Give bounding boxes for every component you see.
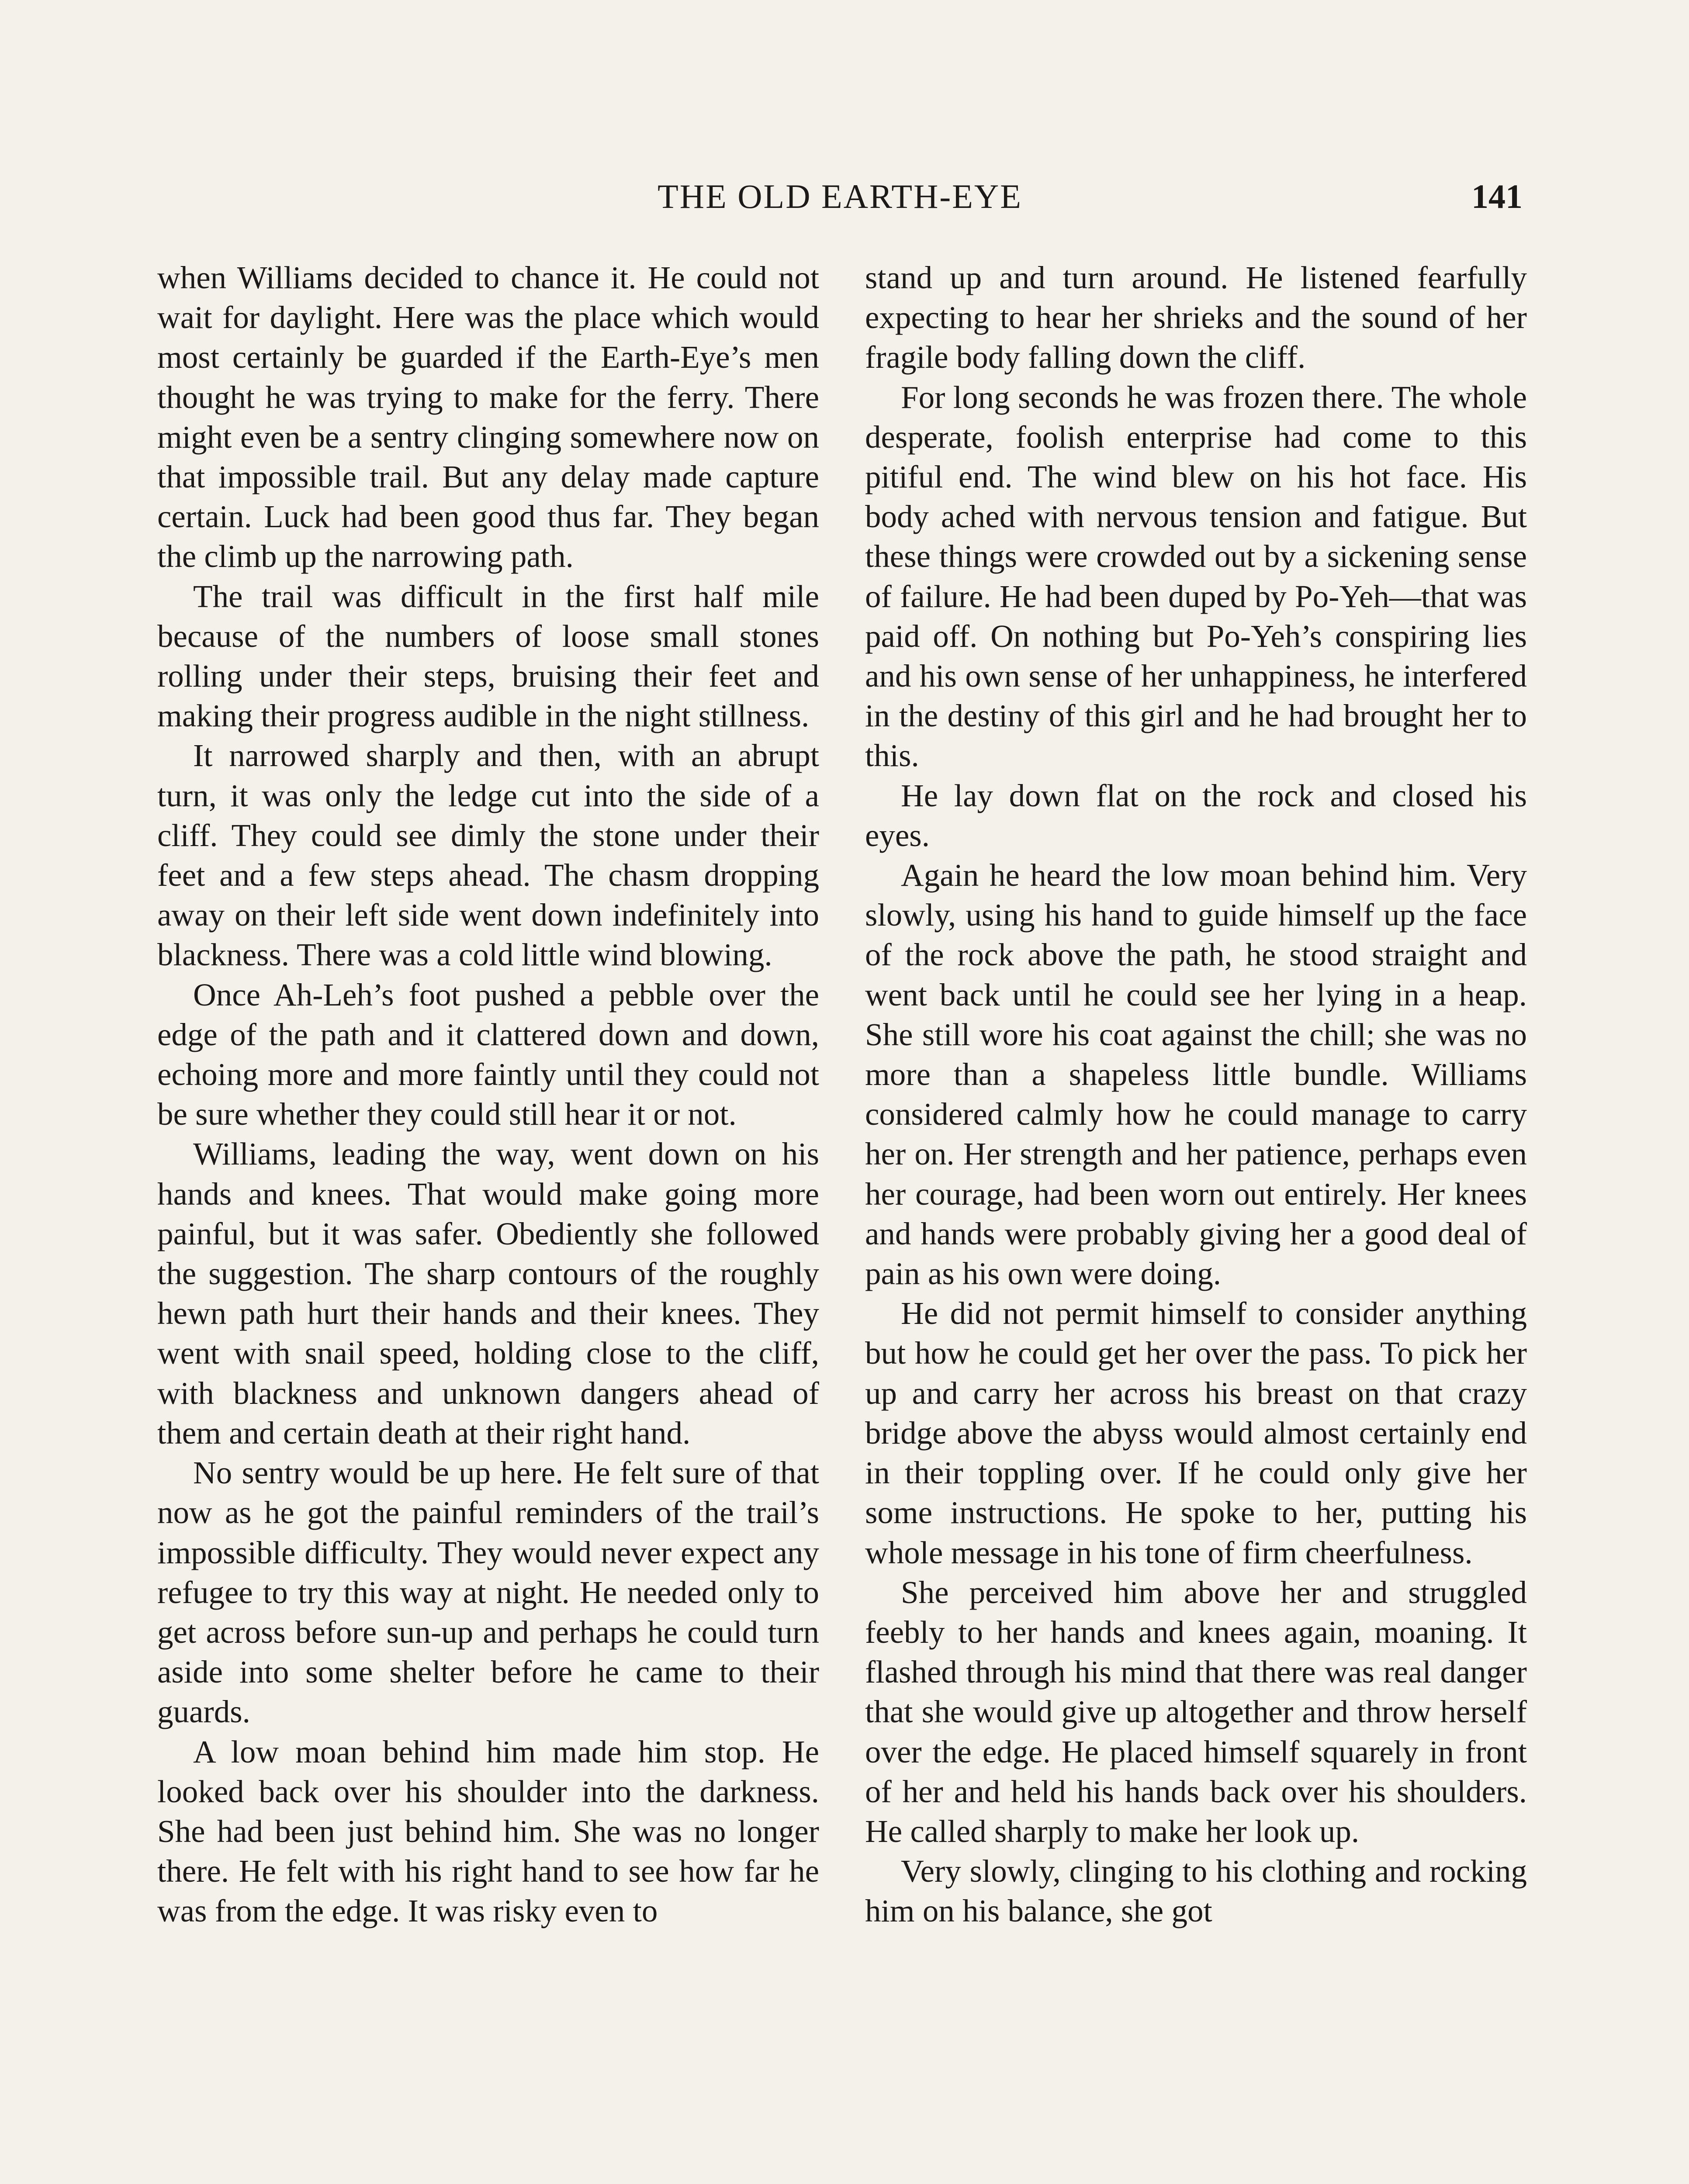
paragraph: He did not permit himself to consider anything but how he could get her over the pass. To pick her up and carry her across his breast on that crazy bridge above the abyss would almost certainly end in their toppling over. If he could only give her some instructions. He spoke to her, putting his whole message in his tone of firm cheerfulness. xyxy=(865,1296,1527,1570)
paragraph: stand up and turn around. He listened fearfully expecting to hear her shrieks and the sound of her fragile body falling down the cliff. xyxy=(865,260,1527,375)
paragraph: She perceived him above her and struggled feebly to her hands and knees again, moaning. It flashed through his mind that there was real danger that she would give up altogether and throw herself over the edge. He placed himself squarely in front of her and held his hands back over his shoulders. He called sharply to make her look up. xyxy=(865,1574,1527,1849)
right-column xyxy=(865,258,1527,1931)
paragraph: Once Ah-Leh’s foot pushed a pebble over the edge of the path and it clattered down and down, echoing more and more faintly until they could not be sure whether they could still hear it or not. xyxy=(157,977,819,1132)
page-number: 141 xyxy=(1471,177,1523,215)
paragraph: For long seconds he was frozen there. The whole desperate, foolish enterprise had come to this pitiful end. The wind blew on his hot face. His body ached with nervous tension and fatigue. But these things were crowded out by a sickening sense of failure. He had been duped by Po-Yeh—that was paid off. On nothing but Po-Yeh’s conspiring lies and his own sense of her unhappiness, he interfered in the destiny of this girl and he had brought her to this. xyxy=(865,379,1527,774)
paragraph: Again he heard the low moan behind him. Very slowly, using his hand to guide himself up the face of the rock above the path, he stood straight and went back until he could see her lying in a heap. She still wore his coat against the chill; she was no more than a shapeless little bundle. Williams considered calmly how he could manage to carry her on. Her strength and her patience, perhaps even her courage, had been worn out entirely. Her knees and hands were probably giving her a good deal of pain as his own were doing. xyxy=(865,857,1527,1292)
paragraph: A low moan behind him made him stop. He looked back over his shoulder into the darkness. She had been just behind him. She was no longer there. He felt with his right hand to see how far he was from the edge. It was risky even to xyxy=(157,1734,819,1929)
paragraph: It narrowed sharply and then, with an abrupt turn, it was only the ledge cut into the side of a cliff. They could see dimly the stone under their feet and a few steps ahead. The chasm dropping away on their left side went down indefinitely into blackness. There was a cold little wind blowing. xyxy=(157,738,819,973)
running-title: THE OLD EARTH-EYE xyxy=(658,177,1022,215)
running-head xyxy=(157,173,1523,221)
paragraph: He lay down flat on the rock and closed his eyes. xyxy=(865,778,1527,853)
paragraph: when Williams decided to chance it. He could not wait for daylight. Here was the place which would most certainly be guarded if the Earth-Eye’s men thought he was trying to make for the ferry. There might even be a sentry clinging somewhere now on that impossible trail. But any delay made capture certain. Luck had been good thus far. They began the climb up the narrowing path. xyxy=(157,260,819,574)
paragraph: No sentry would be up here. He felt sure of that now as he got the painful reminders of the trail’s impossible difficulty. They would never expect any refugee to try this way at night. He needed only to get across before sun-up and perhaps he could turn aside into some shelter before he came to their guards. xyxy=(157,1455,819,1730)
paragraph: The trail was difficult in the first half mile because of the numbers of loose small stones rolling under their steps, bruising their feet and making their progress audible in the night stillness. xyxy=(157,578,819,734)
paragraph: Very slowly, clinging to his clothing and rocking him on his balance, she got xyxy=(865,1853,1527,1929)
left-column xyxy=(157,258,819,1931)
paragraph: Williams, leading the way, went down on his hands and knees. That would make going more painful, but it was safer. Obediently she followed the suggestion. The sharp contours of the roughly hewn path hurt their hands and their knees. They went with snail speed, holding close to the cliff, with blackness and unknown dangers ahead of them and certain death at their right hand. xyxy=(157,1136,819,1451)
